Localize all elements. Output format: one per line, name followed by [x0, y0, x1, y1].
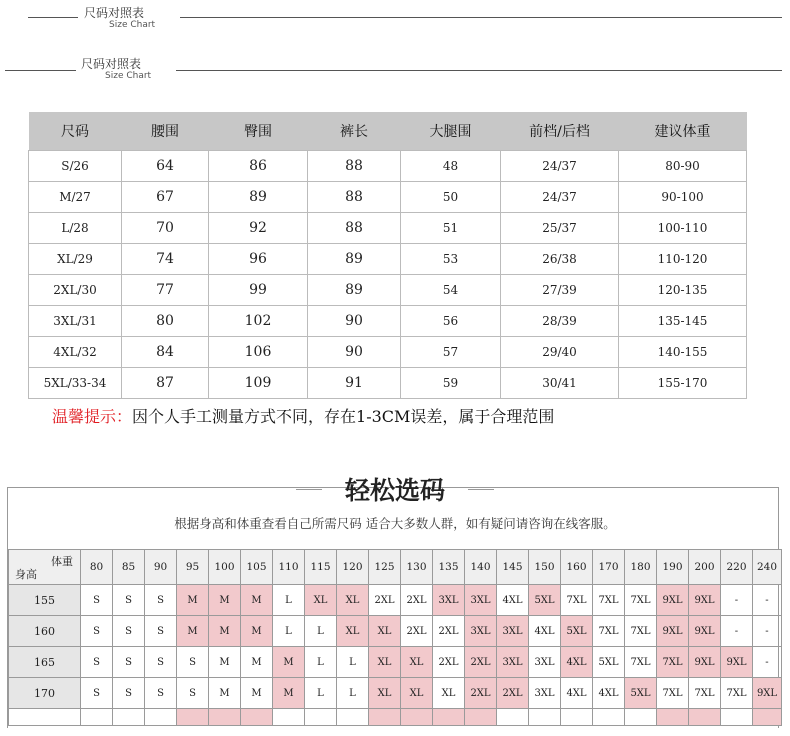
header-line-left — [28, 17, 78, 18]
size-cell: 7XL — [721, 678, 753, 709]
table-cell: 30/41 — [501, 368, 619, 399]
table-cell: 86 — [209, 151, 308, 182]
partial-cell — [9, 709, 81, 726]
size-cell: 3XL — [497, 616, 529, 647]
height-row — [9, 678, 782, 709]
partial-cell — [529, 709, 561, 726]
table-cell: 91 — [308, 368, 401, 399]
table-cell: 135-145 — [619, 306, 747, 337]
size-cell: L — [305, 647, 337, 678]
size-cell: 9XL — [657, 616, 689, 647]
table-cell: 77 — [122, 275, 209, 306]
size-cell: 9XL — [721, 647, 753, 678]
size-cell: 5XL — [529, 585, 561, 616]
partial-cell — [721, 709, 753, 726]
partial-cell — [145, 709, 177, 726]
partial-cell — [497, 709, 529, 726]
weight-header-cell: 145 — [497, 550, 529, 585]
table-cell: L/28 — [29, 213, 122, 244]
header-line-right — [176, 70, 782, 71]
partial-cell — [81, 709, 113, 726]
table-cell: 3XL/31 — [29, 306, 122, 337]
size-cell: S — [81, 678, 113, 709]
table-cell: 26/38 — [501, 244, 619, 275]
height-row — [9, 616, 782, 647]
size-cell: M — [241, 585, 273, 616]
size-cell: - — [721, 585, 753, 616]
size-cell: - — [753, 585, 782, 616]
table-cell: 80 — [122, 306, 209, 337]
size-cell: S — [81, 647, 113, 678]
column-header: 建议体重 — [619, 112, 747, 151]
size-cell: 3XL — [529, 678, 561, 709]
size-cell: XL — [369, 616, 401, 647]
size-cell: XL — [401, 647, 433, 678]
table-cell: 89 — [308, 275, 401, 306]
size-cell: 4XL — [529, 616, 561, 647]
header-title-en: Size Chart — [109, 20, 156, 30]
table-cell: 102 — [209, 306, 308, 337]
weight-header-cell: 105 — [241, 550, 273, 585]
size-cell: M — [273, 678, 305, 709]
size-cell: S — [145, 585, 177, 616]
table-row — [29, 337, 747, 368]
size-cell: 4XL — [561, 647, 593, 678]
size-cell: 5XL — [561, 616, 593, 647]
weight-header-cell: 120 — [337, 550, 369, 585]
table-cell: 90-100 — [619, 182, 747, 213]
partial-cell — [369, 709, 401, 726]
partial-cell — [689, 709, 721, 726]
height-row — [9, 585, 782, 616]
weight-header-cell: 80 — [81, 550, 113, 585]
table-cell: 29/40 — [501, 337, 619, 368]
table-cell: XL/29 — [29, 244, 122, 275]
height-cell: 170 — [9, 678, 81, 709]
selector-title: 轻松选码 — [344, 476, 445, 505]
size-cell: M — [241, 616, 273, 647]
size-cell: 7XL — [657, 678, 689, 709]
size-cell: S — [145, 647, 177, 678]
weight-header-cell: 95 — [177, 550, 209, 585]
size-cell: L — [337, 647, 369, 678]
size-cell: L — [305, 678, 337, 709]
weight-header-row — [9, 550, 782, 585]
size-cell: 7XL — [561, 585, 593, 616]
table-cell: 56 — [401, 306, 501, 337]
height-label: 身高 — [15, 568, 37, 581]
size-cell: XL — [337, 616, 369, 647]
table-cell: 2XL/30 — [29, 275, 122, 306]
size-cell: S — [81, 585, 113, 616]
table-cell: S/26 — [29, 151, 122, 182]
size-cell: 3XL — [497, 647, 529, 678]
table-cell: 4XL/32 — [29, 337, 122, 368]
table-cell: 53 — [401, 244, 501, 275]
table-row — [29, 368, 747, 399]
size-cell: M — [209, 647, 241, 678]
table-row — [29, 306, 747, 337]
table-cell: 99 — [209, 275, 308, 306]
size-cell: 3XL — [465, 616, 497, 647]
table-cell: 100-110 — [619, 213, 747, 244]
size-cell: S — [81, 616, 113, 647]
size-cell: 2XL — [465, 678, 497, 709]
size-cell: S — [113, 585, 145, 616]
partial-cell — [273, 709, 305, 726]
size-cell: XL — [305, 585, 337, 616]
partial-cell — [177, 709, 209, 726]
tip-text: 因个人手工测量方式不同，存在1-3CM误差，属于合理范围 — [132, 407, 555, 426]
table-cell: M/27 — [29, 182, 122, 213]
column-header: 大腿围 — [401, 112, 501, 151]
partial-cell — [401, 709, 433, 726]
weight-header-cell: 110 — [273, 550, 305, 585]
size-cell: M — [177, 616, 209, 647]
partial-row — [9, 709, 782, 726]
table-cell: 106 — [209, 337, 308, 368]
size-cell: 5XL — [593, 647, 625, 678]
table-row — [29, 151, 747, 182]
size-cell: 4XL — [593, 678, 625, 709]
table-cell: 74 — [122, 244, 209, 275]
table-cell: 110-120 — [619, 244, 747, 275]
size-cell: S — [113, 616, 145, 647]
table-cell: 5XL/33-34 — [29, 368, 122, 399]
size-chart-header-2 — [0, 54, 790, 81]
table-cell: 155-170 — [619, 368, 747, 399]
size-cell: M — [209, 678, 241, 709]
size-table-header — [29, 112, 747, 151]
size-cell: - — [753, 647, 782, 678]
weight-header-cell: 135 — [433, 550, 465, 585]
table-cell: 88 — [308, 182, 401, 213]
size-selector-grid — [8, 549, 782, 726]
table-cell: 90 — [308, 337, 401, 368]
column-header: 裤长 — [308, 112, 401, 151]
size-cell: L — [337, 678, 369, 709]
size-cell: L — [273, 585, 305, 616]
table-cell: 87 — [122, 368, 209, 399]
table-cell: 54 — [401, 275, 501, 306]
size-cell: S — [145, 616, 177, 647]
height-cell: 155 — [9, 585, 81, 616]
size-chart-header-1 — [0, 4, 790, 28]
size-cell: 7XL — [689, 678, 721, 709]
table-cell: 120-135 — [619, 275, 747, 306]
size-cell: 9XL — [689, 616, 721, 647]
size-cell: 7XL — [593, 585, 625, 616]
partial-cell — [625, 709, 657, 726]
weight-header-cell: 240 — [753, 550, 782, 585]
table-cell: 25/37 — [501, 213, 619, 244]
size-cell: XL — [369, 678, 401, 709]
weight-header-cell: 130 — [401, 550, 433, 585]
header-line-left — [5, 70, 76, 71]
table-cell: 48 — [401, 151, 501, 182]
size-cell: XL — [433, 678, 465, 709]
size-cell: 4XL — [561, 678, 593, 709]
table-cell: 57 — [401, 337, 501, 368]
size-cell: 4XL — [497, 585, 529, 616]
size-cell: 9XL — [657, 585, 689, 616]
column-header: 臀围 — [209, 112, 308, 151]
size-cell: 9XL — [689, 647, 721, 678]
size-cell: M — [209, 616, 241, 647]
weight-header-cell: 150 — [529, 550, 561, 585]
weight-header-cell: 125 — [369, 550, 401, 585]
column-header: 尺码 — [29, 112, 122, 151]
partial-cell — [241, 709, 273, 726]
size-cell: 3XL — [529, 647, 561, 678]
table-cell: 80-90 — [619, 151, 747, 182]
weight-header-cell: 85 — [113, 550, 145, 585]
size-cell: 7XL — [625, 585, 657, 616]
partial-cell — [465, 709, 497, 726]
partial-cell — [753, 709, 782, 726]
size-cell: XL — [369, 647, 401, 678]
partial-cell — [561, 709, 593, 726]
table-cell: 90 — [308, 306, 401, 337]
table-cell: 64 — [122, 151, 209, 182]
size-cell: 7XL — [625, 647, 657, 678]
size-cell: M — [241, 647, 273, 678]
size-cell: - — [753, 616, 782, 647]
weight-header-cell: 170 — [593, 550, 625, 585]
table-cell: 24/37 — [501, 151, 619, 182]
table-cell: 50 — [401, 182, 501, 213]
table-cell: 24/37 — [501, 182, 619, 213]
height-cell: 165 — [9, 647, 81, 678]
size-cell: 2XL — [497, 678, 529, 709]
weight-header-cell: 100 — [209, 550, 241, 585]
weight-header-cell: 115 — [305, 550, 337, 585]
size-cell: 9XL — [753, 678, 782, 709]
tip-label: 温馨提示： — [52, 407, 133, 426]
table-row — [29, 244, 747, 275]
size-cell: 2XL — [465, 647, 497, 678]
size-cell: 9XL — [689, 585, 721, 616]
header-title-en: Size Chart — [105, 71, 152, 81]
height-row — [9, 647, 782, 678]
partial-cell — [305, 709, 337, 726]
size-cell: M — [209, 585, 241, 616]
header-line-right — [180, 17, 782, 18]
size-cell: M — [177, 585, 209, 616]
weight-label: 体重 — [51, 555, 73, 568]
size-cell: XL — [337, 585, 369, 616]
partial-cell — [593, 709, 625, 726]
size-cell: M — [273, 647, 305, 678]
table-cell: 109 — [209, 368, 308, 399]
size-table — [28, 112, 747, 399]
partial-cell — [657, 709, 689, 726]
partial-cell — [209, 709, 241, 726]
table-cell: 59 — [401, 368, 501, 399]
measurement-tip — [52, 404, 554, 427]
size-cell: 7XL — [625, 616, 657, 647]
table-cell: 88 — [308, 213, 401, 244]
table-cell: 140-155 — [619, 337, 747, 368]
column-header: 腰围 — [122, 112, 209, 151]
partial-cell — [113, 709, 145, 726]
weight-header-cell: 190 — [657, 550, 689, 585]
size-cell: 5XL — [625, 678, 657, 709]
partial-cell — [433, 709, 465, 726]
header-title-zh: 尺码对照表 — [84, 6, 145, 20]
weight-header-cell: 90 — [145, 550, 177, 585]
size-cell: S — [113, 678, 145, 709]
size-cell: S — [177, 647, 209, 678]
size-cell: L — [305, 616, 337, 647]
size-cell: 3XL — [465, 585, 497, 616]
selector-subtitle: 根据身高和体重查看自己所需尺码 适合大多数人群，如有疑问请咨询在线客服。 — [174, 516, 616, 531]
table-cell: 27/39 — [501, 275, 619, 306]
size-cell: XL — [401, 678, 433, 709]
size-cell: 2XL — [401, 616, 433, 647]
size-cell: 2XL — [433, 647, 465, 678]
height-cell: 160 — [9, 616, 81, 647]
table-cell: 84 — [122, 337, 209, 368]
size-cell: 7XL — [593, 616, 625, 647]
header-title-zh: 尺码对照表 — [81, 57, 142, 71]
column-header: 前档/后档 — [501, 112, 619, 151]
table-cell: 51 — [401, 213, 501, 244]
table-row — [29, 182, 747, 213]
size-cell: 7XL — [657, 647, 689, 678]
size-cell: 2XL — [369, 585, 401, 616]
size-cell: 2XL — [401, 585, 433, 616]
weight-header-cell: 180 — [625, 550, 657, 585]
weight-header-cell: 220 — [721, 550, 753, 585]
table-row — [29, 275, 747, 306]
table-cell: 89 — [308, 244, 401, 275]
corner-cell — [9, 550, 81, 585]
size-cell: M — [241, 678, 273, 709]
table-cell: 70 — [122, 213, 209, 244]
weight-header-cell: 160 — [561, 550, 593, 585]
size-cell: - — [721, 616, 753, 647]
table-cell: 67 — [122, 182, 209, 213]
partial-cell — [337, 709, 369, 726]
size-cell: 3XL — [433, 585, 465, 616]
table-cell: 88 — [308, 151, 401, 182]
size-cell: L — [273, 616, 305, 647]
table-cell: 96 — [209, 244, 308, 275]
size-cell: S — [177, 678, 209, 709]
weight-header-cell: 200 — [689, 550, 721, 585]
table-cell: 92 — [209, 213, 308, 244]
size-cell: S — [145, 678, 177, 709]
table-row — [29, 213, 747, 244]
size-cell: S — [113, 647, 145, 678]
size-cell: 2XL — [433, 616, 465, 647]
weight-header-cell: 140 — [465, 550, 497, 585]
table-cell: 28/39 — [501, 306, 619, 337]
table-cell: 89 — [209, 182, 308, 213]
